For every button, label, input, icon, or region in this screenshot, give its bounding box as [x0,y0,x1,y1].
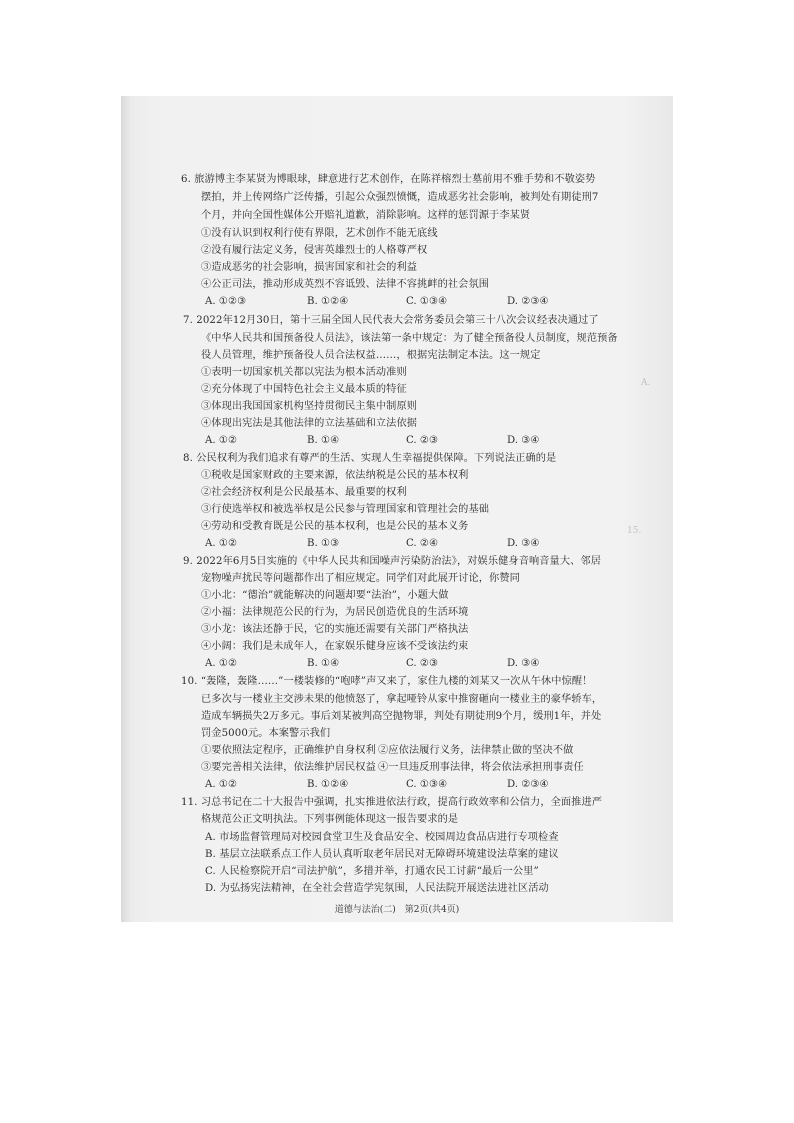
q7-option-b: B. ①④ [307,435,340,446]
q6-statement: ①没有认识到权利行使有界限，艺术创作不能无底线 [201,228,438,239]
q9-option-d: D. ③④ [507,658,540,669]
q8-option-b: B. ①③ [307,538,340,549]
q9-option-a: A. ①② [205,658,238,669]
q9-statement: ④小阔：我们是未成年人，在家娱乐健身应该不受该法约束 [201,641,469,652]
q10-option-a: A. ①② [205,779,238,790]
q9-line: 9. 2022年6月5日实施的《中华人民共和国噪声污染防治法》，对娱乐健身音响音量大、邻居 [183,556,601,567]
page-footer: 道德与法治(二) 第2页(共4页) [334,905,460,915]
q9-option-c: C. ②③ [406,658,439,669]
q9-line: 宠物噪声扰民等问题都作出了相应规定。同学们对此展开讨论，你赞同 [201,573,520,584]
q7-line: 7. 2022年12月30日，第十三届全国人民代表大会常务委员会第三十八次会议经表决通过了 [183,315,599,326]
q11-option-d: D. 为弘扬宪法精神，在全社会营造学宪氛围，人民法院开展送法进社区活动 [205,883,549,894]
scanned-page [121,96,673,922]
q6-statement: ②没有履行法定义务，侵害英雄烈士的人格尊严权 [201,245,428,256]
q8-statement: ②社会经济权利是公民最基本、最重要的权利 [201,487,407,498]
q9-option-b: B. ①④ [307,658,340,669]
q11-option-b: B. 基层立法联系点工作人员认真听取老年居民对无障碍环境建设法草案的建议 [205,849,559,860]
q11-line: 11. 习总书记在二十大报告中强调，扎实推进依法行政，提高行政效率和公信力，全面推进严 [181,797,603,808]
q11-option-c: C. 人民检察院开启“司法护航”，多措并举，打通农民工讨薪“最后一公里” [205,866,539,877]
q10-statement: ①要依照法定程序，正确维护自身权利 [201,745,376,756]
q6-option-b: B. ①②④ [307,296,349,307]
q10-option-c: C. ①③④ [406,779,448,790]
q11-option-a: A. 市场监督管理局对校园食堂卫生及食品安全、校园周边食品店进行专项检查 [205,832,559,843]
q6-statement: ④公正司法，推动形成英烈不容诋毁、法律不容挑衅的社会氛围 [201,279,490,290]
q7-option-d: D. ③④ [507,435,540,446]
q11-line: 格规范公正文明执法。下列事例能体现这一报告要求的是 [201,814,459,825]
q8-option-d: D. ③④ [507,538,540,549]
q7-option-a: A. ①② [205,435,238,446]
q7-statement: ③体现出我国国家机构坚持贯彻民主集中制原则 [201,401,418,412]
q7-line: 役人员管理，维护预备役人员合法权益……，根据宪法制定本法。这一规定 [201,350,541,361]
q7-line: 《中华人民共和国预备役人员法》，该法第一条中规定：为了健全预备役人员制度，规范预备 [201,333,618,344]
q8-statement: ③行使选举权和被选举权是公民参与管理国家和管理社会的基础 [201,504,490,515]
q6-line: 摆拍，并上传网络广泛传播，引起公众强烈愤慨，造成恶劣社会影响，被判处有期徒刑7 [201,192,599,203]
q8-option-c: C. ②④ [406,538,439,549]
q8-statement: ①税收是国家财政的主要来源，依法纳税是公民的基本权利 [201,470,469,481]
q10-statement: ③要完善相关法律，依法维护居民权益 [201,762,376,773]
q6-option-c: C. ①③④ [406,296,448,307]
q7-statement: ②充分体现了中国特色社会主义最本质的特征 [201,384,407,395]
bleed-mark: A. [641,378,651,388]
q6-option-a: A. ①②③ [205,296,247,307]
q9-statement: ③小龙：该法还静于民，它的实施还需要有关部门严格执法 [201,624,469,635]
q10-option-b: B. ①②④ [307,779,349,790]
q8-statement: ④劳动和受教育既是公民的基本权利，也是公民的基本义务 [201,521,469,532]
q7-statement: ①表明一切国家机关都以宪法为根本活动准则 [201,367,407,378]
q6-option-d: D. ②③④ [507,296,549,307]
q7-option-c: C. ②③ [406,435,439,446]
q9-statement: ①小北：“德治”就能解决的问题却要“法治”，小题大做 [201,590,449,601]
q10-line: 罚金5000元。本案警示我们 [201,728,331,739]
q6-line: 6. 旅游博主李某贤为博眼球，肆意进行艺术创作，在陈祥榕烈士墓前用不雅手势和不敬姿势 [181,174,596,185]
q6-line: 个月，并向全国性媒体公开赔礼道歉，消除影响。这样的惩罚源于李某贤 [201,210,531,221]
q7-statement: ④体现出宪法是其他法律的立法基础和立法依据 [201,418,418,429]
q8-option-a: A. ①② [205,538,238,549]
q9-statement: ②小福：法律规范公民的行为，为居民创造优良的生活环境 [201,607,469,618]
q10-line: 10. “轰隆，轰隆……”一楼装修的“咆哮”声又来了，家住九楼的刘某又一次从午休中惊醒！ [181,676,593,687]
q10-line: 造成车辆损失2万多元。事后刘某被判高空抛物罪，判处有期徒刑9个月，缓刑1年，并处 [201,711,602,722]
q8-line: 8. 公民权利为我们追求有尊严的生活、实现人生幸福提供保障。下列说法正确的是 [183,453,557,464]
q10-statement: ②应依法履行义务，法律禁止做的坚决不做 [378,745,574,756]
q10-statement: ④一旦违反刑事法律，将会依法承担刑事责任 [378,762,584,773]
bleed-mark: 15. [627,526,642,536]
q6-statement: ③造成恶劣的社会影响，损害国家和社会的利益 [201,262,418,273]
q10-option-d: D. ②③④ [507,779,549,790]
q10-line: 已多次与一楼业主交涉未果的他愤怒了，拿起哑铃从家中推窗砸向一楼业主的豪华轿车， [201,694,603,705]
page-content [121,96,673,922]
